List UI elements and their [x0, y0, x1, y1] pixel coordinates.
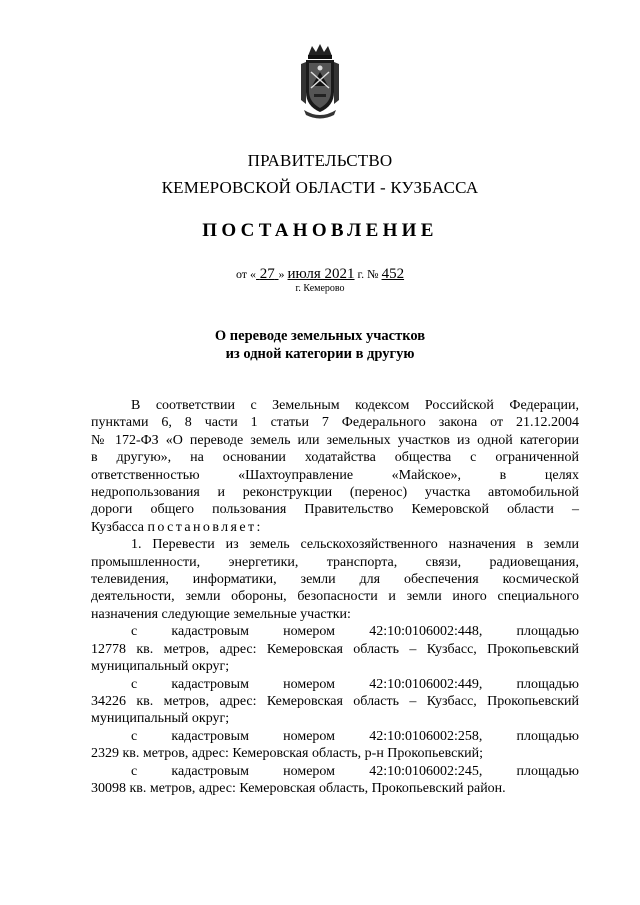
parcel-item-line: с кадастровым номером 42:10:0106002:448, площадью — [131, 624, 579, 640]
date-sep: » — [278, 267, 285, 281]
document-body — [91, 397, 579, 797]
body-line: в другую», на основании ходатайства общества с ограниченной — [91, 450, 579, 466]
body-line: телевидения, информатики, земли для обеспечения космической — [91, 572, 579, 588]
parcel-item-line: с кадастровым номером 42:10:0106002:258, площадью — [131, 728, 579, 744]
parcel-item-line: муниципальный округ; — [91, 711, 230, 727]
body-line: № 172-ФЗ «О переводе земель или земельных участков из одной категории — [91, 432, 579, 448]
date-g: г. — [357, 267, 365, 281]
body-line: 1. Перевести из земель сельскохозяйственного назначения в земли — [131, 537, 579, 553]
body-line: деятельности, земли обороны, безопасности и земли иного специального — [91, 589, 579, 605]
document-subject — [0, 327, 640, 363]
place-of-issue: г. Кемерово — [295, 283, 345, 294]
government-name-line2: КЕМЕРОВСКОЙ ОБЛАСТИ - КУЗБАССА — [161, 178, 479, 197]
parcel-item-line: с кадастровым номером 42:10:0106002:245, площадью — [131, 763, 579, 779]
subject-line1: О переводе земельных участков — [214, 328, 426, 344]
body-line: В соответствии с Земельным кодексом Российской Федерации, — [131, 398, 579, 413]
decree-verb: постановляет: — [147, 519, 263, 535]
document-type-title: ПОСТАНОВЛЕНИЕ — [202, 220, 438, 241]
parcel-item-line: муниципальный округ; — [91, 659, 230, 675]
parcel-item-line: с кадастровым номером 42:10:0106002:449, площадью — [131, 676, 579, 692]
body-line: пунктами 6, 8 части 1 статьи 7 Федерального закона от 21.12.2004 — [91, 415, 579, 431]
coat-of-arms-emblem-icon — [298, 42, 342, 122]
number-prefix: № — [367, 267, 379, 281]
body-line: промышленности, энергетики, транспорта, связи, радиовещания, — [91, 554, 579, 570]
parcel-item-line: 30098 кв. метров, адрес: Кемеровская область, Прокопьевский район. — [91, 780, 506, 796]
date-month-year: июля 2021 — [287, 266, 355, 282]
document-number: 452 — [381, 266, 405, 282]
subject-line2: из одной категории в другую — [225, 346, 415, 362]
parcel-item-line: 34226 кв. метров, адрес: Кемеровская область – Кузбасс, Прокопьевский — [91, 693, 579, 709]
body-line: дороги общего пользования Правительство Кемеровской области – — [91, 502, 579, 518]
date-day: 27 — [259, 266, 275, 282]
body-line: ответственностью «Шахтоуправление «Майское», в целях — [91, 467, 579, 483]
date-prefix: от « — [235, 267, 257, 281]
parcel-item-line: 2329 кв. метров, адрес: Кемеровская область, р-н Прокопьевский; — [91, 746, 484, 762]
parcel-item-line: 12778 кв. метров, адрес: Кемеровская область – Кузбасс, Прокопьевский — [91, 641, 579, 657]
government-name-line1: ПРАВИТЕЛЬСТВО — [247, 151, 393, 170]
body-line: назначения следующие земельные участки: — [91, 606, 351, 622]
body-line: недропользования и реконструкции (перенос) участка автомобильной — [91, 485, 579, 501]
body-line: Кузбасса постановляет: — [91, 519, 263, 535]
date-number-line — [0, 267, 640, 281]
